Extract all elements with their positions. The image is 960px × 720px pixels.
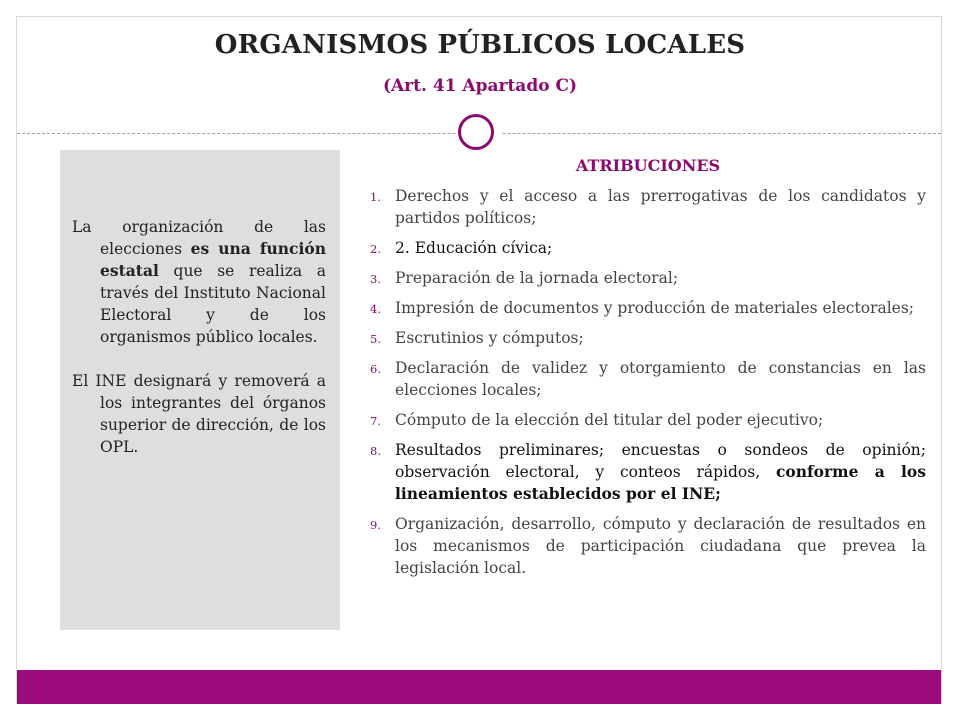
list-item [370, 439, 926, 505]
item-text: Resultados preliminares; encuestas o sondeos de opinión; observación electoral, y conteos rápidos, [395, 441, 926, 481]
item-number: 6. [370, 362, 381, 376]
list-item [370, 357, 926, 401]
list-item [370, 185, 926, 229]
item-number: 1. [370, 190, 381, 204]
item-text: Derechos y el acceso a las prerrogativas de los candidatos y partidos políticos; [395, 187, 926, 227]
left-panel [60, 150, 340, 630]
page-title: ORGANISMOS PÚBLICOS LOCALES [214, 30, 746, 60]
item-number: 2. [370, 242, 381, 256]
attributions-heading: ATRIBUCIONES [575, 156, 721, 175]
item-text: Declaración de validez y otorgamiento de constancias en las elecciones locales; [395, 359, 926, 399]
right-panel [370, 150, 926, 587]
item-number: 5. [370, 332, 381, 346]
left-paragraph-2: El INE designará y removerá a los integrantes del órganos superior de dirección, de los OPL. [72, 372, 326, 456]
item-text: 2. Educación cívica; [395, 239, 553, 257]
item-text: Impresión de documentos y producción de materiales electorales; [395, 299, 915, 317]
page-subtitle: (Art. 41 Apartado C) [382, 76, 578, 96]
left-p1-bold: es una función estatal [100, 239, 326, 280]
item-number: 3. [370, 272, 381, 286]
attributions-list [370, 185, 926, 579]
list-item [370, 513, 926, 579]
list-item [370, 409, 926, 431]
list-item [370, 327, 926, 349]
item-text: Cómputo de la elección del titular del poder ejecutivo; [395, 411, 824, 429]
item-text: Preparación de la jornada electoral; [395, 269, 679, 287]
footer-bar [17, 670, 941, 704]
ring-ornament-icon [456, 112, 502, 150]
item-text: Organización, desarrollo, cómputo y declaración de resultados en los mecanismos de participación ciudadana que prevea la legislación local. [395, 515, 926, 577]
item-text: Escrutinios y cómputos; [395, 329, 584, 347]
left-paragraph-1 [72, 216, 326, 348]
left-p1-end: que se realiza a través del Instituto Nacional Electoral y de los organismos público locales. [100, 262, 326, 346]
item-number: 9. [370, 518, 381, 532]
item-number: 7. [370, 414, 381, 428]
list-item [370, 237, 926, 259]
item-text-bold: conforme a los lineamientos establecidos por el INE; [395, 462, 926, 503]
item-number: 4. [370, 302, 381, 316]
left-p1-start: La organización de las elecciones [72, 218, 326, 258]
list-item [370, 297, 926, 319]
list-item [370, 267, 926, 289]
item-number: 8. [370, 444, 381, 458]
ring-circle [458, 114, 494, 150]
